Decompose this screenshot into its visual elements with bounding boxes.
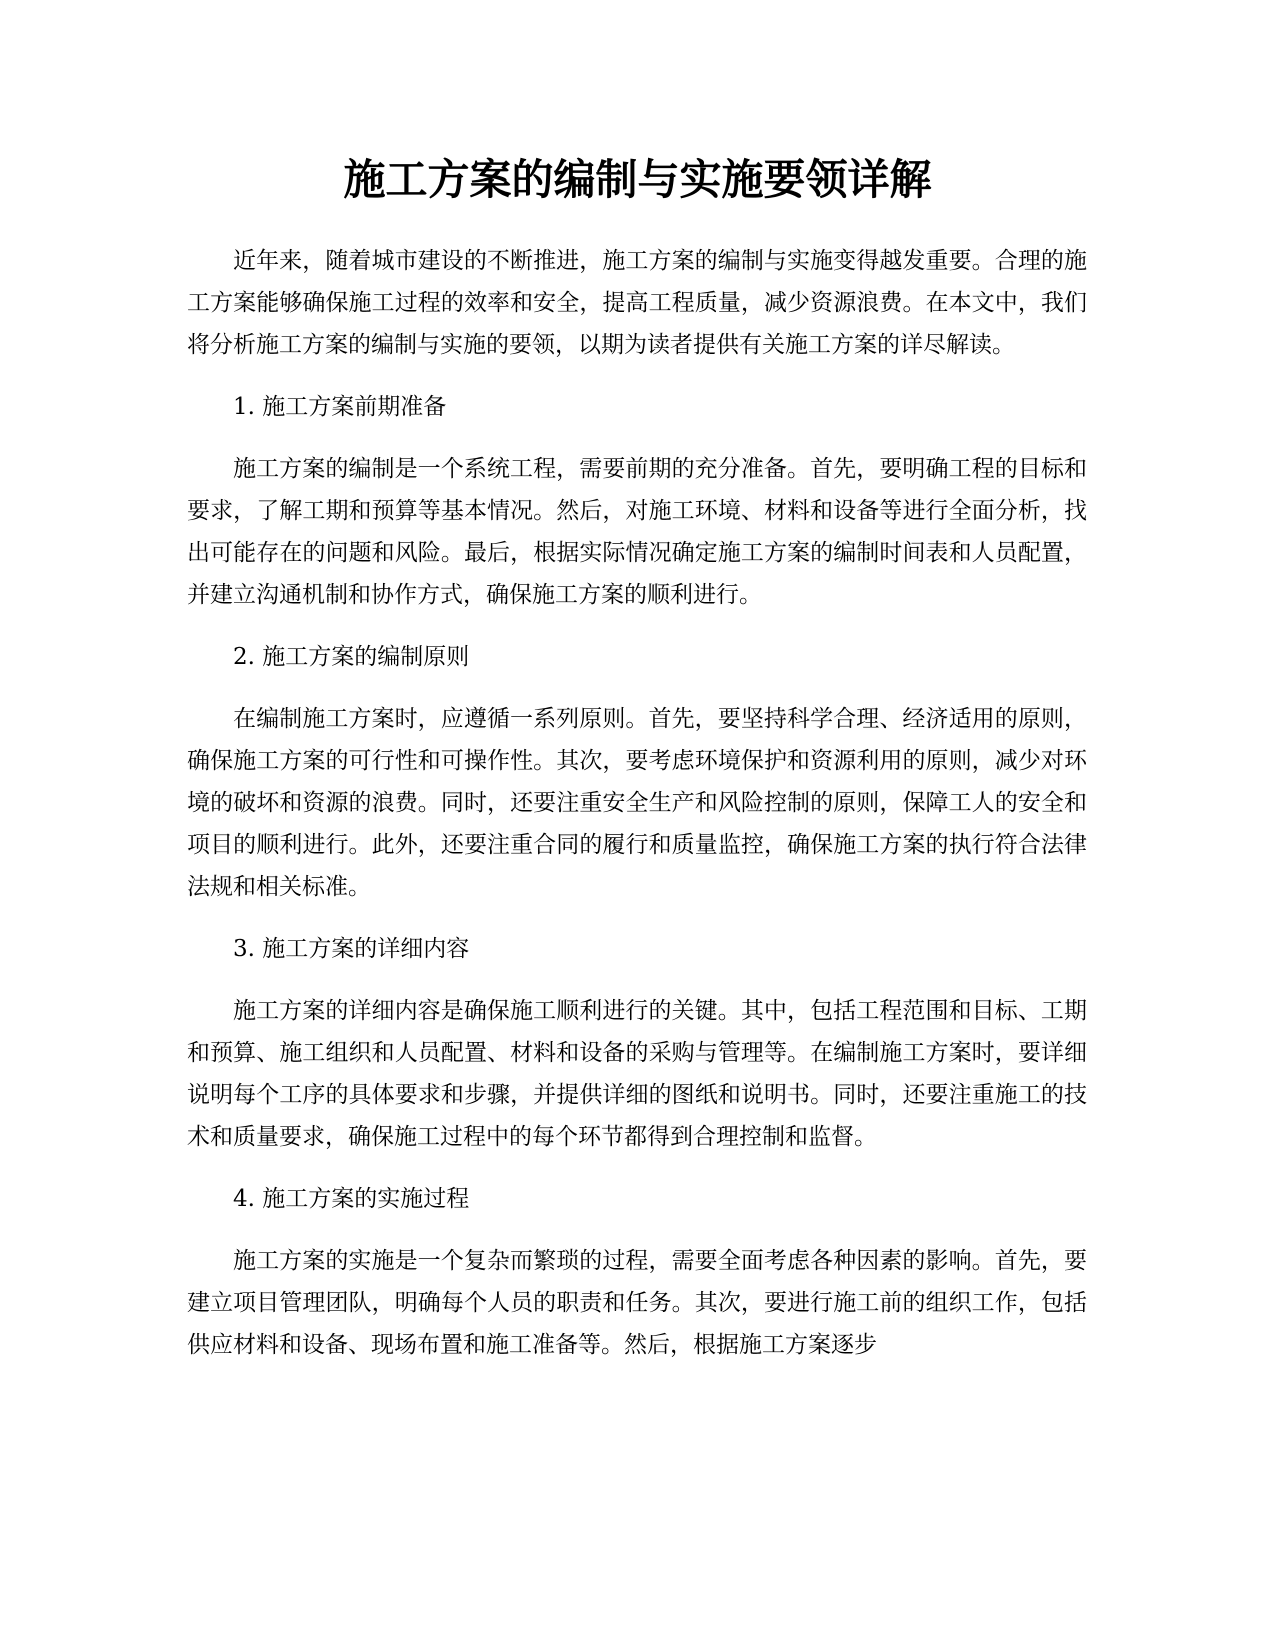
section-heading-2: 2. 施工方案的编制原则 xyxy=(233,644,470,670)
section-body-4: 施工方案的实施是一个复杂而繁琐的过程，需要全面考虑各种因素的影响。首先，要建立项目管理团队，明确每个人员的职责和任务。其次，要进行施工前的组织工作，包括供应材料和设备、现场布置和施工准备等。然后，根据施工方案逐步 xyxy=(187,1248,1087,1358)
section-body-1: 施工方案的编制是一个系统工程，需要前期的充分准备。首先，要明确工程的目标和要求，了解工期和预算等基本情况。然后，对施工环境、材料和设备等进行全面分析，找出可能存在的问题和风险。最后，根据实际情况确定施工方案的编制时间表和人员配置，并建立沟通机制和协作方式，确保施工方案的顺利进行。 xyxy=(187,456,1087,608)
section-body-2: 在编制施工方案时，应遵循一系列原则。首先，要坚持科学合理、经济适用的原则，确保施工方案的可行性和可操作性。其次，要考虑环境保护和资源利用的原则，减少对环境的破坏和资源的浪费。同时，还要注重安全生产和风险控制的原则，保障工人的安全和项目的顺利进行。此外，还要注重合同的履行和质量监控，确保施工方案的执行符合法律法规和相关标准。 xyxy=(187,706,1087,900)
document-body xyxy=(187,240,1087,1386)
section-heading-1: 1. 施工方案前期准备 xyxy=(233,394,447,420)
intro-paragraph: 近年来，随着城市建设的不断推进，施工方案的编制与实施变得越发重要。合理的施工方案能够确保施工过程的效率和安全，提高工程质量，减少资源浪费。在本文中，我们将分析施工方案的编制与实施的要领，以期为读者提供有关施工方案的详尽解读。 xyxy=(187,248,1087,358)
page-title: 施工方案的编制与实施要领详解 xyxy=(343,155,932,204)
section-body-3: 施工方案的详细内容是确保施工顺利进行的关键。其中，包括工程范围和目标、工期和预算、施工组织和人员配置、材料和设备的采购与管理等。在编制施工方案时，要详细说明每个工序的具体要求和步骤，并提供详细的图纸和说明书。同时，还要注重施工的技术和质量要求，确保施工过程中的每个环节都得到合理控制和监督。 xyxy=(187,998,1087,1150)
section-heading-3: 3. 施工方案的详细内容 xyxy=(233,936,470,962)
section-heading-4: 4. 施工方案的实施过程 xyxy=(233,1186,470,1212)
